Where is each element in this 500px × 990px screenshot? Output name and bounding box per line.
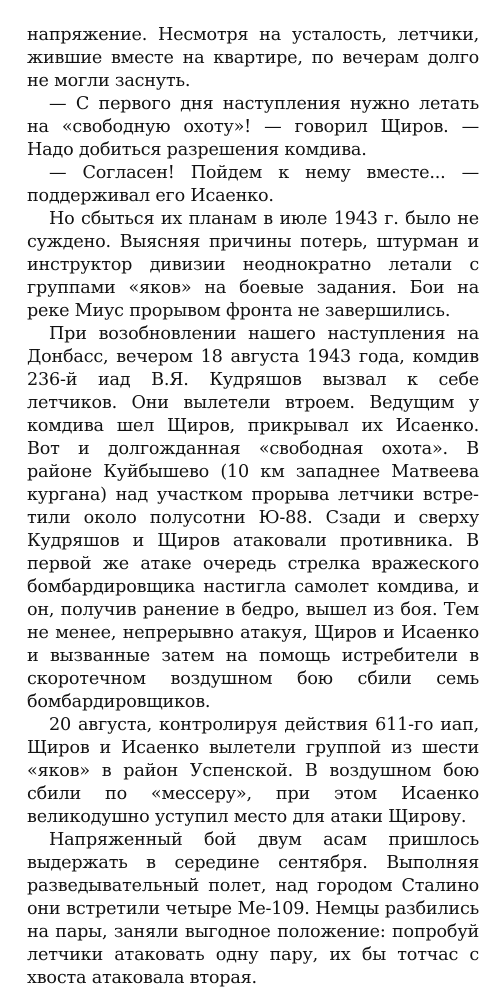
paragraph-3: — Согласен! Пойдем к нему вместе... — поддерживал его Исаенко. <box>27 163 479 206</box>
paragraph-4: Но сбыться их планам в июле 1943 г. было не суждено. Выясняя причины потерь, штурман и инструктор дивизии неоднократно летали с группами «яков» на боевые задания. Бои на реке Миус прорывом фронта не завершились. <box>27 209 479 321</box>
paragraph-5: При возобновлении нашего наступления на Донбасс, вечером 18 августа 1943 года, комдив 236-й иад В.Я. Кудряшов вызвал к себе летчиков. Они вылетели втроем. Ведущим у комдива шел Щиров, прикрывал их Исаенко. Вот и долгожданная «свободная охота». В районе Куйбышево (10 км западнее Матвеева кургана) над участком прорыва летчики встретили около полусотни Ю-88. Сзади и сверху Кудряшов и Щиров атаковали противника. В первой же атаке очередь стрелка вражеского бомбардировщика настигла самолет комдива, и он, получив ранение в бедро, вышел из боя. Тем не менее, непрерывно атакуя, Щиров и Исаенко и вызванные затем на помощь истребители в скоротечном воздушном бою сбили семь бомбардировщиков. <box>27 324 479 712</box>
paragraph-7: Напряженный бой двум асам пришлось выдержать в середине сентября. Выполняя разведывательный полет, над городом Сталино они встретили четыре Ме-109. Немцы разбились на пары, заняли выгодное положение: попробуй летчики атаковать одну пару, их бы тотчас с хвоста атаковала вторая. <box>27 830 479 988</box>
paragraph-2: — С первого дня наступления нужно летать на «свободную охоту»! — говорил Щиров. — Надо добиться разрешения комдива. <box>27 94 479 160</box>
paragraph-1: напряжение. Несмотря на усталость, летчики, жившие вместе на квартире, по вечерам долго не могли заснуть. <box>27 25 479 91</box>
paragraph-6: 20 августа, контролируя действия 611-го иап, Щиров и Исаенко вылетели группой из шести «яков» в район Успенской. В воздушном бою сбили по «мессеру», при этом Исаенко великодушно уступил место для атаки Щирову. <box>27 715 479 827</box>
book-page <box>27 24 479 990</box>
